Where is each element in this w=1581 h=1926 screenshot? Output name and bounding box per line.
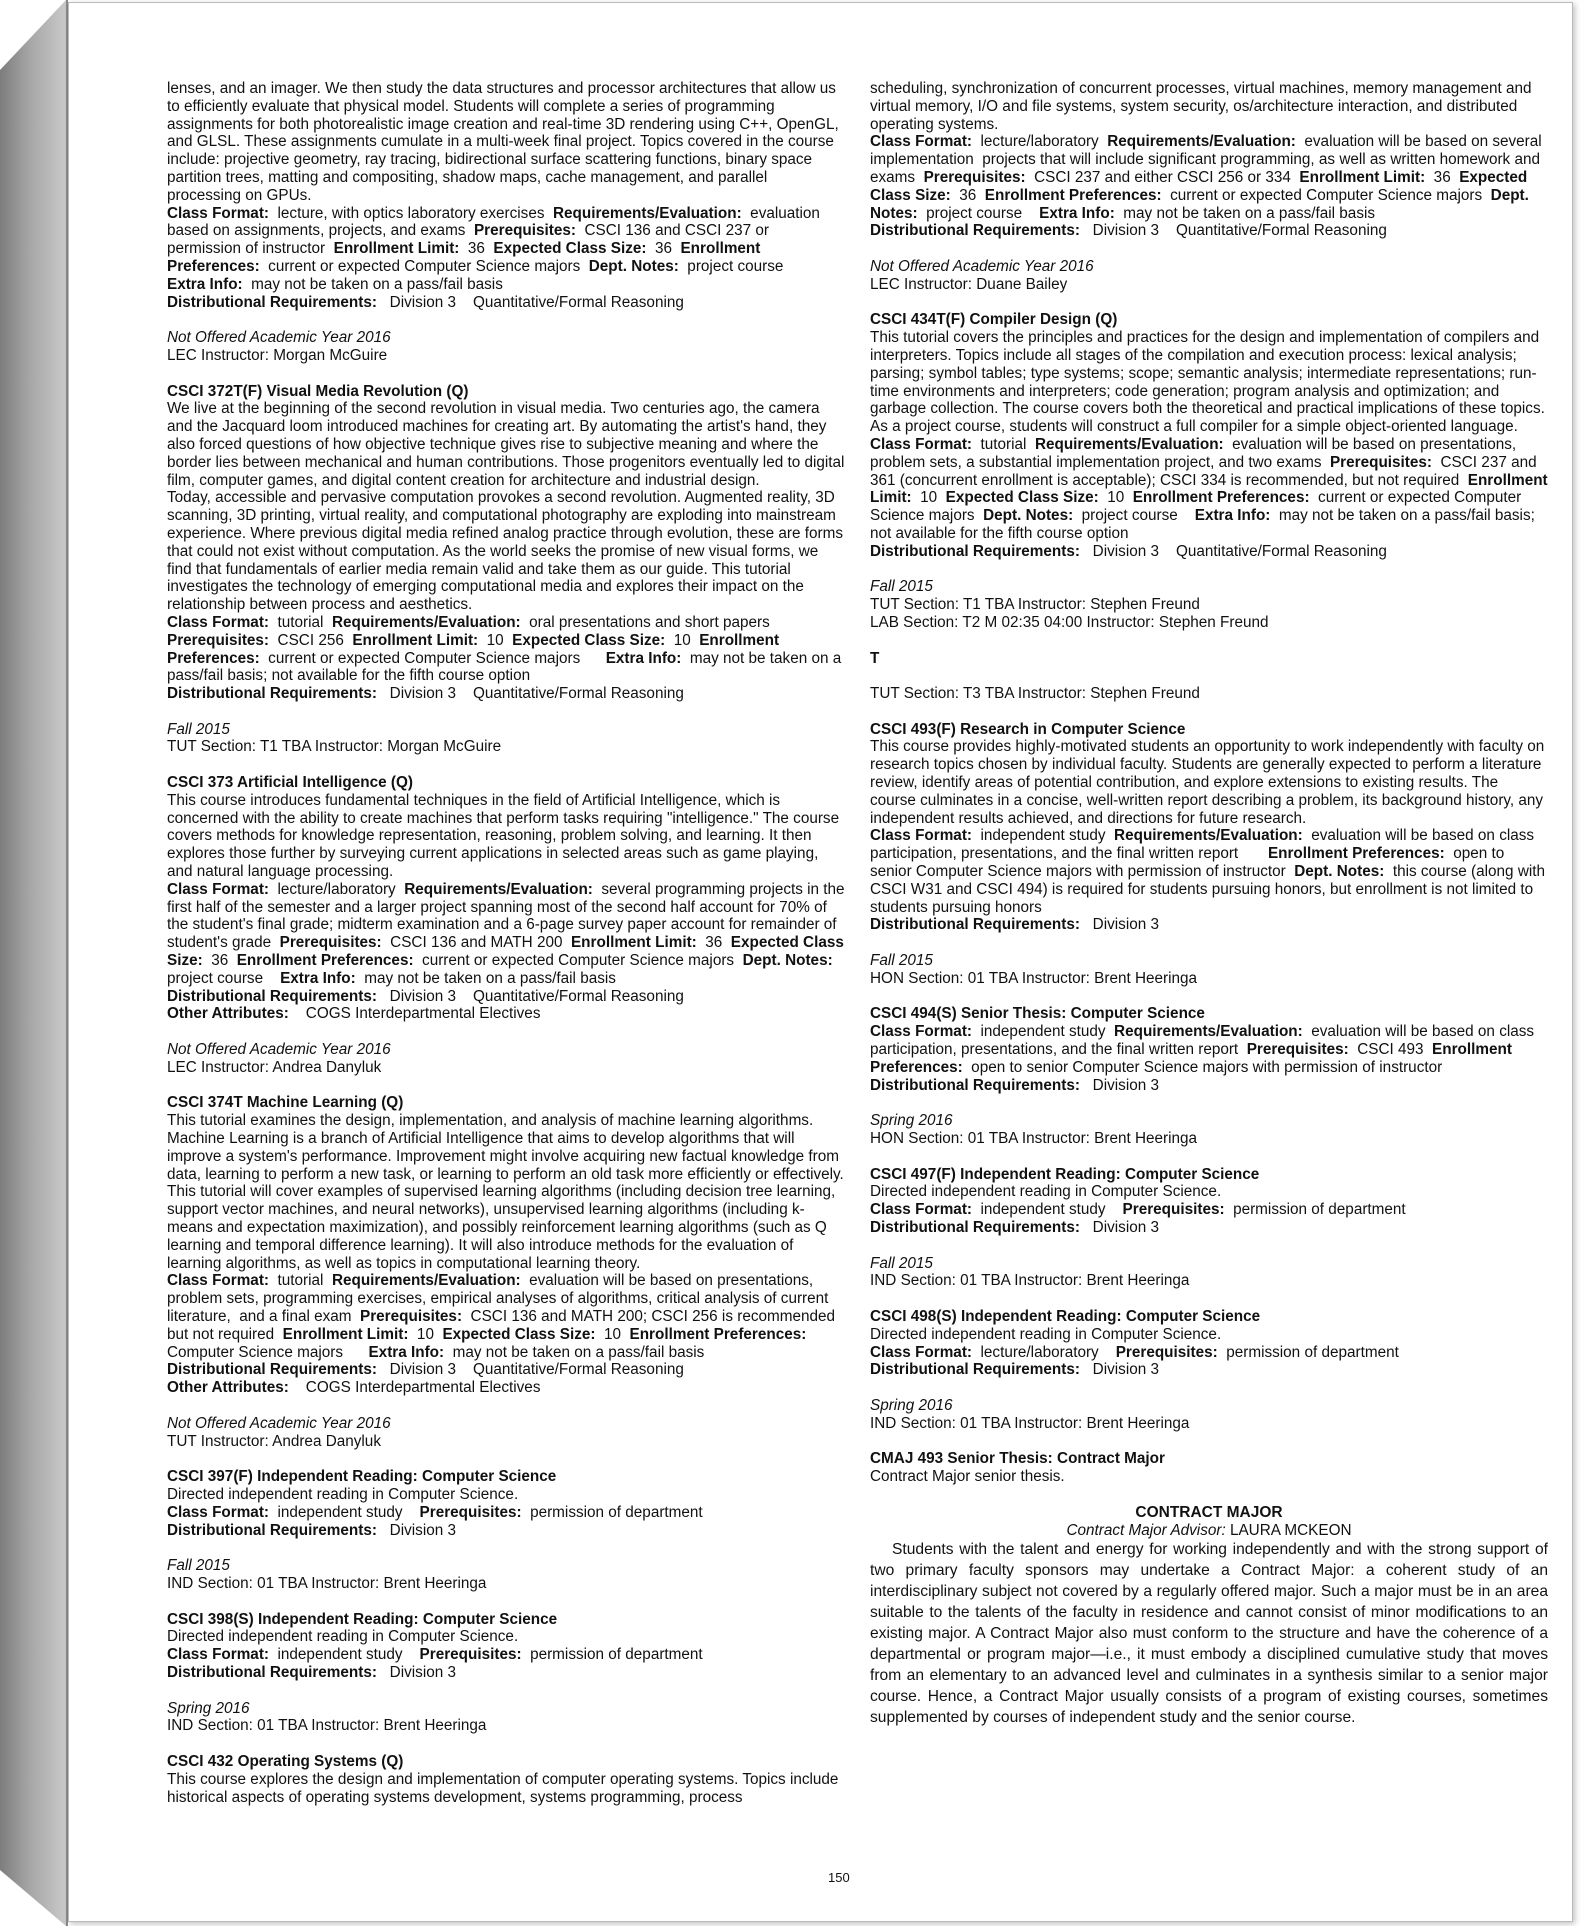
field-label: Other Attributes: <box>167 1005 289 1023</box>
text-paragraph: Contract Major senior thesis. <box>870 1468 1065 1486</box>
field-value: lecture, with optics laboratory exercises <box>269 204 553 222</box>
spacer <box>870 988 1548 1006</box>
field-value: 10 <box>478 631 513 649</box>
field-value: several programming projects in the first half of the semester and a larger project spanning most of the second half account for 70% of the student's final grade; midterm examination and a 6-page survey paper account for remainder of student's grade <box>167 880 849 952</box>
text-paragraph: This course provides highly-motivated students an opportunity to work independently with faculty on research topics chosen by individual faculty. Students are generally expected to perform a literature review, identify areas of potential contribution, and explore extensions to existing results. The course culminates in a concise, well-written report describing a problem, its background history, any independent results achieved, and directions for future research. <box>870 738 1545 827</box>
field-value: 36 <box>202 952 237 970</box>
field-label: Requirements/Evaluation: <box>1107 133 1296 151</box>
advisor-name: LAURA MCKEON <box>1225 1521 1352 1539</box>
field-label: Class Format: <box>870 1343 973 1361</box>
course-details <box>870 1201 1548 1219</box>
field-label: Expected Class Size: <box>493 240 647 258</box>
spacer <box>870 667 1548 685</box>
field-label: Distributional Requirements: <box>167 685 377 703</box>
course-details <box>870 916 1548 934</box>
text-paragraph: This tutorial examines the design, implementation, and analysis of machine learning algorithms. Machine Learning is a branch of Artificial Intelligence that aims to develop algorithms that will improve a system's performance. Improvement might involve acquiring new factual knowledge from data, learning to perform a new task, or learning to perform an old task more efficiently or effectively. This tutorial will cover examples of supervised learning algorithms (including decision tree learning, support vector machines, and neural networks), unsupervised learning algorithms (including k-means and expectation maximization), and possibly reinforcement learning algorithms (such as Q learning and temporal difference learning). It will also introduce methods for the evaluation of learning algorithms, as well as topics in computational learning theory. <box>167 1112 844 1272</box>
text-paragraph: This course explores the design and implementation of computer operating systems. Topics include historical aspects of operating systems development, systems programming, process <box>167 1770 839 1806</box>
spacer <box>870 632 1548 650</box>
text-paragraph: This tutorial covers the principles and practices for the design and implementation of compilers and interpreters. Topics include all stages of the compilation and execution process: lexical analysis; parsing; symbol tables; type systems; scope; semantic analysis; intermediate representations; run-time environments and interpreters; code generation; program analysis and optimization; and garbage collection. The course covers both the theoretical and practical implications of these topics. As a project course, students will construct a full compiler for a simple object-oriented language. <box>870 329 1545 436</box>
field-label: Distributional Requirements: <box>870 1361 1080 1379</box>
field-value: independent study <box>972 1023 1115 1041</box>
text-paragraph: HON Section: 01 TBA Instructor: Brent Heeringa <box>870 969 1198 987</box>
term-label: Not Offered Academic Year 2016 <box>167 1041 391 1059</box>
course-details <box>167 614 845 685</box>
text-paragraph: IND Section: 01 TBA Instructor: Brent Heeringa <box>167 1574 487 1592</box>
field-value: 36 <box>950 186 985 204</box>
course-title: CSCI 397(F) Independent Reading: Computer Science <box>167 1468 557 1486</box>
field-value: permission of department <box>521 1503 703 1521</box>
field-label: Enrollment Limit: <box>570 934 697 952</box>
course-details <box>870 133 1548 222</box>
field-value: 10 <box>408 1325 443 1343</box>
term-label: Spring 2016 <box>167 1699 250 1717</box>
spacer <box>870 1148 1548 1166</box>
field-value: Division 3 <box>1079 916 1159 934</box>
field-label: Enrollment Preferences: <box>167 240 765 275</box>
course-details <box>167 1646 845 1664</box>
field-label: Dept. Notes: <box>1294 863 1385 881</box>
field-label: Expected Class Size: <box>167 934 849 970</box>
spacer <box>167 1539 845 1557</box>
field-value: Division 3 Quantitative/Formal Reasoning <box>1079 222 1387 240</box>
field-label: Class Format: <box>870 1023 973 1041</box>
course-details <box>870 1361 1548 1379</box>
field-value: may not be taken on a pass/fail basis <box>444 1343 705 1361</box>
course-title: CMAJ 493 Senior Thesis: Contract Major <box>870 1450 1165 1468</box>
spacer <box>167 1023 845 1041</box>
field-label: Enrollment Limit: <box>1299 168 1426 186</box>
field-label: Enrollment Limit: <box>333 240 460 258</box>
course-details <box>167 205 845 276</box>
field-label: Distributional Requirements: <box>167 1663 377 1681</box>
field-value: 10 <box>595 1325 630 1343</box>
field-label: Extra Info: <box>1194 507 1271 525</box>
field-value: Division 3 <box>1079 1361 1159 1379</box>
spacer <box>167 1682 845 1700</box>
field-value: permission of department <box>521 1646 703 1664</box>
field-value: evaluation will be based on presentations, problem sets, programming exercises, empirical analyses of algorithms, critical analysis of current literature, and a final exam <box>167 1272 833 1325</box>
field-label: Requirements/Evaluation: <box>331 1272 521 1290</box>
field-label: Expected Class Size: <box>870 168 1532 204</box>
course-details <box>167 1005 845 1023</box>
field-value: Computer Science majors <box>167 1325 815 1361</box>
term-label: Fall 2015 <box>167 720 230 738</box>
course-details <box>870 543 1548 561</box>
field-label: Dept. Notes: <box>588 257 679 275</box>
field-value: project course <box>678 257 784 275</box>
text-paragraph: LEC Instructor: Morgan McGuire <box>167 346 388 364</box>
field-label: Prerequisites: <box>360 1307 463 1325</box>
right-column <box>870 80 1552 1728</box>
text-paragraph: scheduling, synchronization of concurrent processes, virtual machines, memory management and virtual memory, I/O and file systems, system security, os/architecture interaction, and distributed operating systems. <box>870 80 1532 133</box>
course-title: CSCI 497(F) Independent Reading: Computer Science <box>870 1165 1260 1183</box>
field-value: 36 <box>1425 168 1460 186</box>
field-label: Class Format: <box>870 827 973 845</box>
spacer <box>167 1450 845 1468</box>
term-label: Fall 2015 <box>870 1254 933 1272</box>
field-value: independent study <box>972 827 1115 845</box>
field-label: Prerequisites: <box>279 934 382 952</box>
field-label: Enrollment Preferences: <box>629 1325 807 1343</box>
field-value: permission of department <box>1217 1343 1399 1361</box>
text-paragraph: Directed independent reading in Computer Science. <box>167 1485 519 1503</box>
text-paragraph: We live at the beginning of the second revolution in visual media. Two centuries ago, the camera and the Jacquard loom introduced machines for creating art. By automating the artist's hand, they also forced questions of how objective technique gives rise to subjective meaning and where the border lies between mechanical and human contributions. Those progenitors eventually led to digital film, computer games, and digital content creation for architecture and industrial design. <box>167 400 845 489</box>
field-label: Distributional Requirements: <box>870 1219 1080 1236</box>
right-column-courses <box>870 80 1552 1486</box>
field-label: Prerequisites: <box>167 631 270 649</box>
field-label: Class Format: <box>167 204 270 222</box>
field-label: Extra Info: <box>167 275 243 293</box>
spacer <box>167 365 845 383</box>
field-label: Dept. Notes: <box>983 507 1074 525</box>
course-title: CSCI 493(F) Research in Computer Science <box>870 720 1186 738</box>
field-value: CSCI 136 and CSCI 237 or permission of instructor <box>167 222 774 258</box>
field-label: Requirements/Evaluation: <box>404 880 593 898</box>
field-value: 10 <box>1098 489 1133 507</box>
spacer <box>167 703 845 721</box>
field-value: independent study <box>269 1503 420 1521</box>
term-label: Fall 2015 <box>870 578 933 596</box>
text-paragraph: TUT Section: T1 TBA Instructor: Morgan McGuire <box>167 738 502 756</box>
field-value: Division 3 <box>1079 1076 1159 1094</box>
contract-major-description: Students with the talent and energy for working independently and with the strong support of two primary faculty sponsors may undertake a Contract Major: a coherent study of an interdisciplinary subject not covered by a regularly offered major. Such a major must be in an area suitable to the talents of the faculty in residence and cannot consist of minor modifications to an existing major. A Contract Major also must conform to the structure and have the coherence of a departmental or program major—i.e., it must embody a disciplined cumulative study that moves from an elementary to an advanced level and culminates in a synthesis similar to a senior major course. Hence, a Contract Major usually consists of a program of existing courses, sometimes supplemented by courses of independent study and the senior course. <box>870 1541 1548 1727</box>
spacer <box>870 1290 1548 1308</box>
field-label: Prerequisites: <box>1329 453 1433 471</box>
field-value: evaluation will be based on class participation, presentations, and the final written report <box>870 827 1539 863</box>
spacer <box>167 1593 845 1611</box>
text-paragraph: LEC Instructor: Duane Bailey <box>870 275 1068 293</box>
course-details <box>167 685 845 703</box>
field-value: 36 <box>646 240 681 258</box>
field-value: 10 <box>665 631 700 649</box>
field-label: Class Format: <box>167 1646 270 1664</box>
field-value: Division 3 Quantitative/Formal Reasoning <box>376 685 684 703</box>
field-label: Distributional Requirements: <box>167 1521 377 1539</box>
text-paragraph: IND Section: 01 TBA Instructor: Brent Heeringa <box>870 1272 1190 1290</box>
course-title: CSCI 374T Machine Learning (Q) <box>167 1094 404 1112</box>
term-label: Not Offered Academic Year 2016 <box>870 257 1094 275</box>
field-value: CSCI 237 and 361 (concurrent enrollment is acceptable); CSCI 334 is recommended, but not required <box>870 453 1541 489</box>
field-value: 36 <box>459 240 494 258</box>
field-value: this course (along with CSCI W31 and CSCI 494) is required for students pursuing honors, but enrollment is not limited to students pursuing honors <box>870 863 1550 916</box>
field-label: Distributional Requirements: <box>167 1361 377 1379</box>
field-label: Dept. Notes: <box>742 952 833 970</box>
course-details <box>870 1023 1548 1076</box>
field-label: Requirements/Evaluation: <box>552 204 742 222</box>
course-details <box>870 222 1548 240</box>
field-value: open to senior Computer Science majors with permission of instructor <box>870 845 1509 881</box>
field-label: Enrollment Preferences: <box>1267 845 1445 863</box>
field-value: current or expected Computer Science majors <box>259 257 589 275</box>
field-label: Expected Class Size: <box>442 1325 596 1343</box>
page-number: 150 <box>828 1870 850 1885</box>
text-paragraph: IND Section: 01 TBA Instructor: Brent Heeringa <box>870 1414 1190 1432</box>
field-value: independent study <box>269 1646 420 1664</box>
text-paragraph: LAB Section: T2 M 02:35 04:00 Instructor: Stephen Freund <box>870 613 1269 631</box>
field-value: open to senior Computer Science majors with permission of instructor <box>962 1058 1443 1076</box>
spacer <box>870 1094 1548 1112</box>
field-label: Enrollment Limit: <box>352 631 479 649</box>
field-value: evaluation will be based on class participation, presentations, and the final written report <box>870 1023 1539 1059</box>
field-value: CSCI 237 and either CSCI 256 or 334 <box>1025 168 1300 186</box>
spacer <box>167 311 845 329</box>
course-details <box>167 1272 845 1361</box>
field-value: Division 3 Quantitative/Formal Reasoning <box>1079 542 1387 560</box>
spacer <box>167 1735 845 1753</box>
term-label: Not Offered Academic Year 2016 <box>167 329 391 347</box>
field-label: Prerequisites: <box>1246 1041 1349 1059</box>
field-label: Class Format: <box>870 1201 973 1219</box>
field-value: CSCI 256 <box>269 631 353 649</box>
field-value: Division 3 <box>376 1521 456 1539</box>
spacer <box>167 1397 845 1415</box>
field-label: Prerequisites: <box>1122 1201 1225 1219</box>
course-details <box>167 276 845 294</box>
field-label: Requirements/Evaluation: <box>1114 827 1303 845</box>
field-label: Other Attributes: <box>167 1379 289 1397</box>
spacer <box>870 1433 1548 1451</box>
field-label: Expected Class Size: <box>945 489 1099 507</box>
term-label: Fall 2015 <box>870 952 933 970</box>
term-label: Not Offered Academic Year 2016 <box>167 1414 391 1432</box>
course-title: CSCI 372T(F) Visual Media Revolution (Q) <box>167 382 469 400</box>
field-label: Requirements/Evaluation: <box>1114 1023 1303 1041</box>
text-paragraph: TUT Section: T3 TBA Instructor: Stephen Freund <box>870 685 1200 703</box>
text-paragraph: This course introduces fundamental techniques in the field of Artificial Intelligence, which is concerned with the ability to create machines that perform tasks requiring "intelligence." The course covers methods for knowledge representation, reasoning, problem solving, and learning. It then explores those further by surveying current applications in selected areas such as game playing, and natural language processing. <box>167 791 840 881</box>
course-details <box>167 880 849 988</box>
field-value: COGS Interdepartmental Electives <box>288 1005 541 1023</box>
field-value: CSCI 136 and MATH 200; CSCI 256 is recommended but not required <box>167 1307 840 1343</box>
term-label: Spring 2016 <box>870 1112 953 1130</box>
field-label: Class Format: <box>167 1503 270 1521</box>
field-value: independent study <box>972 1201 1123 1219</box>
spacer <box>870 294 1548 312</box>
field-label: Distributional Requirements: <box>870 222 1080 240</box>
field-value: lecture/laboratory <box>269 880 405 898</box>
field-label: Distributional Requirements: <box>870 916 1080 934</box>
field-value: tutorial <box>269 1272 332 1290</box>
field-label: Enrollment Preferences: <box>167 631 784 667</box>
spacer <box>870 561 1548 579</box>
field-label: Class Format: <box>870 435 973 453</box>
field-value: tutorial <box>269 613 332 631</box>
field-value: evaluation will be based on presentations, problem sets, a substantial implementation project, and two exams <box>870 435 1521 471</box>
field-label: Enrollment Preferences: <box>984 186 1162 204</box>
course-details <box>167 1361 845 1379</box>
book-spine-edge <box>0 0 66 1926</box>
field-value: evaluation based on assignments, projects, and exams <box>167 204 825 240</box>
field-value: COGS Interdepartmental Electives <box>288 1379 541 1397</box>
field-label: Expected Class Size: <box>512 631 666 649</box>
field-value: 36 <box>696 934 731 952</box>
field-value: current or expected Computer Science majors <box>413 952 743 970</box>
course-details <box>167 988 845 1006</box>
field-value: may not be taken on a pass/fail basis; not available for the fifth course option <box>870 507 1540 542</box>
term-label: Fall 2015 <box>167 1557 230 1575</box>
text-paragraph: IND Section: 01 TBA Instructor: Brent Heeringa <box>167 1717 487 1735</box>
spacer <box>167 756 845 774</box>
field-value: project course <box>917 204 1040 222</box>
course-details <box>167 1664 845 1682</box>
course-details <box>167 1379 845 1397</box>
field-label: Distributional Requirements: <box>167 987 377 1005</box>
field-value: Division 3 Quantitative/Formal Reasoning <box>376 293 684 311</box>
course-details <box>167 1522 845 1540</box>
term-label: Spring 2016 <box>870 1396 953 1414</box>
field-label: Prerequisites: <box>473 222 576 240</box>
field-value: may not be taken on a pass/fail basis <box>242 275 503 293</box>
field-value: tutorial <box>972 435 1035 453</box>
course-title: T <box>870 649 880 667</box>
field-label: Dept. Notes: <box>870 186 1534 222</box>
field-value: current or expected Computer Science majors <box>1161 186 1491 204</box>
field-value: project course <box>1073 507 1195 525</box>
field-value: Division 3 Quantitative/Formal Reasoning <box>376 1361 684 1379</box>
field-value: may not be taken on a pass/fail basis <box>355 969 616 987</box>
course-details <box>870 1077 1548 1095</box>
course-title: CSCI 494(S) Senior Thesis: Computer Science <box>870 1005 1205 1023</box>
field-value: lecture/laboratory <box>972 133 1108 151</box>
field-label: Class Format: <box>870 133 973 151</box>
course-details <box>870 435 1552 543</box>
field-value: Division 3 <box>376 1663 456 1681</box>
text-paragraph: HON Section: 01 TBA Instructor: Brent Heeringa <box>870 1130 1198 1148</box>
field-value: current or expected Computer Science majors <box>259 649 606 667</box>
text-paragraph: lenses, and an imager. We then study the data structures and processor architectures that allow us to efficiently evaluate that physical model. Students will complete a series of programming assignments for both photorealistic image creation and real-time 3D rendering using C++, OpenGL, and GLSL. These assignments cumulate in a multi-week final project. Topics covered in the course include: projective geometry, ray tracing, bidirectional surface scattering functions, binary space partition trees, matting and compositing, shadow maps, cache management, and parallel processing on GPUs. <box>167 80 839 204</box>
field-value: oral presentations and short papers <box>520 613 779 631</box>
field-label: Requirements/Evaluation: <box>1034 435 1224 453</box>
field-value: permission of department <box>1224 1201 1406 1219</box>
field-label: Requirements/Evaluation: <box>331 613 521 631</box>
field-value: Division 3 <box>1079 1219 1159 1236</box>
field-label: Distributional Requirements: <box>870 1076 1080 1094</box>
field-label: Prerequisites: <box>1115 1343 1218 1361</box>
course-details <box>167 294 845 312</box>
course-title: CSCI 498(S) Independent Reading: Computer Science <box>870 1307 1261 1325</box>
field-value: may not be taken on a pass/fail basis <box>1114 204 1376 222</box>
course-details <box>870 827 1548 916</box>
field-label: Enrollment Preferences: <box>236 952 414 970</box>
field-value: CSCI 136 and MATH 200 <box>381 934 571 952</box>
field-label: Distributional Requirements: <box>870 542 1080 560</box>
text-paragraph: Directed independent reading in Computer Science. <box>167 1628 519 1646</box>
spacer <box>870 1379 1548 1397</box>
spacer <box>870 1237 1548 1255</box>
text-paragraph: Directed independent reading in Computer Science. <box>870 1325 1222 1343</box>
course-details <box>167 1504 845 1522</box>
field-value: may not be taken on a pass/fail basis; not available for the fifth course option <box>167 649 846 685</box>
field-value: CSCI 493 <box>1348 1041 1433 1059</box>
course-title: CSCI 432 Operating Systems (Q) <box>167 1752 404 1770</box>
advisor-label: Contract Major Advisor: <box>1066 1521 1226 1539</box>
field-value: Division 3 Quantitative/Formal Reasoning <box>376 987 684 1005</box>
spacer <box>870 703 1548 721</box>
spacer <box>870 1486 1548 1504</box>
text-paragraph: TUT Instructor: Andrea Danyluk <box>167 1432 381 1450</box>
field-value: current or expected Computer Science majors <box>870 489 1526 525</box>
course-title: CSCI 398(S) Independent Reading: Computer Science <box>167 1610 558 1628</box>
field-label: Extra Info: <box>605 649 682 667</box>
field-label: Enrollment Preferences: <box>1132 489 1310 507</box>
course-details <box>870 1219 1548 1237</box>
course-details <box>870 1344 1548 1362</box>
text-paragraph: LEC Instructor: Andrea Danyluk <box>167 1058 382 1076</box>
spacer <box>870 240 1548 258</box>
field-label: Prerequisites: <box>419 1503 522 1521</box>
field-value: evaluation will be based on several implementation projects that will include significant programming, as well as written homework and exams <box>870 133 1546 186</box>
field-label: Prerequisites: <box>419 1646 522 1664</box>
field-label: Class Format: <box>167 1272 270 1290</box>
field-label: Extra Info: <box>1039 204 1115 222</box>
field-label: Extra Info: <box>368 1343 445 1361</box>
text-paragraph: Directed independent reading in Computer Science. <box>870 1183 1222 1201</box>
contract-major-heading: CONTRACT MAJOR <box>1135 1503 1283 1521</box>
course-title: CSCI 434T(F) Compiler Design (Q) <box>870 311 1118 329</box>
field-label: Prerequisites: <box>923 168 1026 186</box>
spacer <box>870 934 1548 952</box>
field-label: Enrollment Limit: <box>282 1325 409 1343</box>
left-column <box>167 80 849 1806</box>
text-paragraph: TUT Section: T1 TBA Instructor: Stephen Freund <box>870 596 1200 614</box>
text-paragraph: Today, accessible and pervasive computation provokes a second revolution. Augmented reality, 3D scanning, 3D printing, virtual reality, and computational photography are exploding into mainstream experience. Where previous digital media refined analog practice through evolution, these are forms that could not exist without computation. As the world seeks the promise of new visual forms, we find that fundamentals of earlier media remain valid and take them as our guide. This tutorial investigates the technology of emerging computational media and explores their impact on the relationship between process and aesthetics. <box>167 489 843 614</box>
field-label: Class Format: <box>167 613 270 631</box>
spacer <box>167 1077 845 1095</box>
course-title: CSCI 373 Artificial Intelligence (Q) <box>167 774 413 792</box>
field-value: project course <box>167 952 842 987</box>
field-value: lecture/laboratory <box>972 1343 1116 1361</box>
field-label: Extra Info: <box>280 969 356 987</box>
field-value: 10 <box>911 489 946 507</box>
field-label: Enrollment Preferences: <box>870 1041 1517 1076</box>
field-label: Distributional Requirements: <box>167 293 377 311</box>
field-label: Class Format: <box>167 880 270 898</box>
contract-major-advisor <box>870 1522 1548 1540</box>
field-label: Enrollment Limit: <box>870 471 1552 507</box>
